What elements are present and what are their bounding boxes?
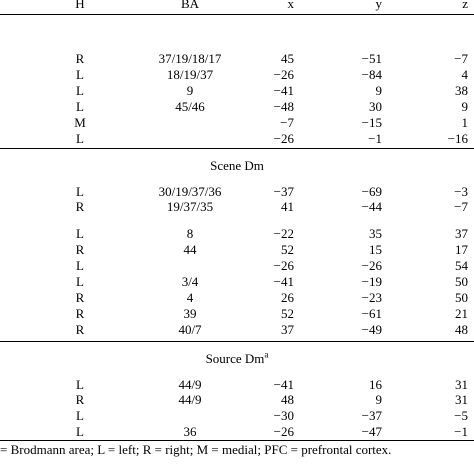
table-row <box>0 184 474 200</box>
cell-y: −1 <box>368 131 382 146</box>
cell-brodmann: 8 <box>186 226 194 241</box>
cell-brodmann <box>130 408 250 424</box>
cell-x: −26 <box>273 131 294 146</box>
cell-hemisphere: L <box>76 99 84 114</box>
table-row <box>0 322 474 338</box>
cell-brodmann: 4 <box>186 290 194 305</box>
cell-z: −7 <box>454 199 468 214</box>
header-ba: BA <box>180 0 200 11</box>
cell-hemisphere: R <box>75 242 85 257</box>
header-z: z <box>462 0 468 11</box>
cell-x: 52 <box>281 306 294 321</box>
cell-y: −26 <box>361 258 382 273</box>
cell-brodmann: 39 <box>183 306 197 321</box>
cell-brodmann: 44/9 <box>178 392 202 407</box>
cell-y: −69 <box>361 184 382 199</box>
cell-z: 17 <box>455 242 468 257</box>
section-rule <box>0 341 474 342</box>
cell-hemisphere: L <box>76 258 84 273</box>
cell-x: −48 <box>273 99 294 114</box>
cell-brodmann: 30/19/37/36 <box>158 184 222 199</box>
cell-brodmann <box>130 115 250 131</box>
cell-z: 31 <box>455 392 468 407</box>
cell-y: −49 <box>361 322 382 337</box>
cell-hemisphere: L <box>76 131 84 146</box>
cell-hemisphere: R <box>75 51 85 66</box>
cell-x: −26 <box>273 67 294 82</box>
cell-hemisphere: L <box>76 274 84 289</box>
cell-y: −44 <box>361 199 382 214</box>
header-rule <box>0 14 474 15</box>
cell-z: 54 <box>455 258 468 273</box>
cell-brodmann <box>130 258 250 274</box>
cell-y: −51 <box>361 51 382 66</box>
cell-y: 9 <box>375 83 382 98</box>
table-row <box>0 242 474 258</box>
table-row <box>0 424 474 440</box>
cell-z: −3 <box>454 184 468 199</box>
header-h: H <box>75 0 85 11</box>
footnote-marker: a <box>264 349 269 360</box>
cell-x: 37 <box>281 322 294 337</box>
table-row <box>0 306 474 322</box>
table-row <box>0 408 474 424</box>
cell-brodmann: 44 <box>183 242 197 257</box>
cell-y: 15 <box>369 242 382 257</box>
section-title-source <box>0 350 474 368</box>
cell-hemisphere: M <box>74 115 86 130</box>
cell-z: 50 <box>455 290 468 305</box>
cell-z: 38 <box>455 83 468 98</box>
cell-y: 35 <box>369 226 382 241</box>
table-row <box>0 115 474 131</box>
table-footnote: = Brodmann area; L = left; R = right; M = medial; PFC = prefrontal cortex. <box>0 442 392 457</box>
cell-x: 48 <box>281 392 294 407</box>
cell-hemisphere: L <box>76 377 84 392</box>
cell-brodmann: 3/4 <box>181 274 199 289</box>
cell-z: 4 <box>461 67 468 82</box>
header-row <box>0 0 474 12</box>
table-row <box>0 392 474 408</box>
cell-x: −30 <box>273 408 294 423</box>
cell-x: −41 <box>273 83 294 98</box>
cell-x: 45 <box>281 51 294 66</box>
table-row <box>0 99 474 115</box>
cell-brodmann: 44/9 <box>178 377 202 392</box>
cell-x: −7 <box>280 115 294 130</box>
table-row <box>0 67 474 83</box>
cell-z: −1 <box>454 424 468 439</box>
table-row <box>0 131 474 147</box>
table-row <box>0 83 474 99</box>
cell-x: −26 <box>273 424 294 439</box>
cell-brodmann: 9 <box>186 83 194 98</box>
table-row <box>0 199 474 215</box>
cell-hemisphere: L <box>76 67 84 82</box>
cell-brodmann: 19/37/35 <box>166 199 214 214</box>
cell-brodmann: 18/19/37 <box>166 67 214 82</box>
header-y: y <box>375 0 382 11</box>
cell-x: 26 <box>281 290 294 305</box>
cell-y: −15 <box>361 115 382 130</box>
cell-y: 30 <box>369 99 382 114</box>
cell-hemisphere: R <box>75 290 85 305</box>
table-row <box>0 258 474 274</box>
cell-x: 41 <box>281 199 294 214</box>
cell-hemisphere: R <box>75 199 85 214</box>
cell-hemisphere: L <box>76 408 84 423</box>
cell-z: 37 <box>455 226 468 241</box>
cell-hemisphere: L <box>76 226 84 241</box>
cell-x: −37 <box>273 184 294 199</box>
cell-z: −5 <box>454 408 468 423</box>
cell-hemisphere: R <box>75 322 85 337</box>
header-x: x <box>287 0 294 11</box>
cell-y: −19 <box>361 274 382 289</box>
cell-brodmann: 37/19/18/17 <box>158 51 222 66</box>
table-row <box>0 290 474 306</box>
cell-hemisphere: L <box>76 424 84 439</box>
cell-y: −84 <box>361 67 382 82</box>
cell-z: 1 <box>461 115 468 130</box>
cell-x: −41 <box>273 377 294 392</box>
table-row <box>0 274 474 290</box>
cell-hemisphere: R <box>75 306 85 321</box>
cell-z: 21 <box>455 306 468 321</box>
cell-x: −41 <box>273 274 294 289</box>
cell-brodmann: 36 <box>183 424 197 439</box>
cell-x: 52 <box>281 242 294 257</box>
cell-z: 9 <box>461 99 468 114</box>
cell-y: −61 <box>361 306 382 321</box>
section-rule <box>0 148 474 149</box>
table-row <box>0 51 474 67</box>
cell-y: −47 <box>361 424 382 439</box>
cell-z: −16 <box>447 131 468 146</box>
cell-z: 48 <box>455 322 468 337</box>
cell-z: −7 <box>454 51 468 66</box>
cell-x: −26 <box>273 258 294 273</box>
cell-y: 9 <box>375 392 382 407</box>
cell-hemisphere: L <box>76 184 84 199</box>
section-title-scene: Scene Dm <box>210 158 264 173</box>
section-title-source-text: Source Dm <box>205 351 265 366</box>
cell-y: 16 <box>369 377 382 392</box>
cell-hemisphere: L <box>76 83 84 98</box>
cell-y: −23 <box>361 290 382 305</box>
cell-brodmann: 45/46 <box>175 99 205 114</box>
cell-z: 31 <box>455 377 468 392</box>
cell-brodmann <box>130 131 250 147</box>
table-row <box>0 226 474 242</box>
cell-brodmann: 40/7 <box>178 322 202 337</box>
cell-x: −22 <box>273 226 294 241</box>
cell-y: −37 <box>361 408 382 423</box>
table-row <box>0 377 474 393</box>
cell-z: 50 <box>455 274 468 289</box>
cell-hemisphere: R <box>75 392 85 407</box>
